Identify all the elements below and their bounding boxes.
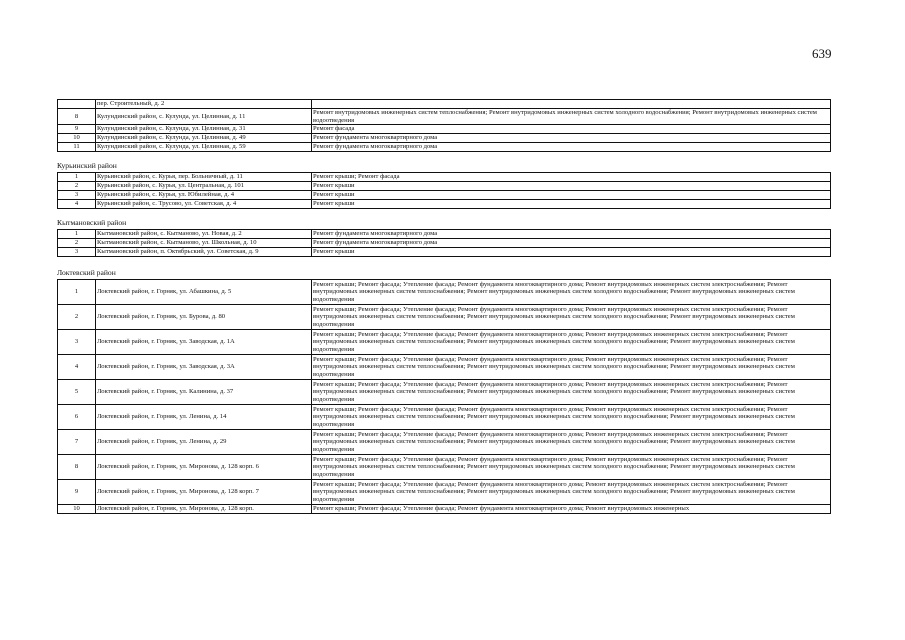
table-row — [58, 125, 831, 134]
table-row — [58, 505, 831, 514]
row-address: Кулундинский район, с. Кулунда, ул. Целинная, д. 59 — [96, 143, 312, 152]
table-row — [58, 182, 831, 191]
row-address: Кытмановский район, с. Кытманово, ул. Школьная, д. 10 — [96, 239, 312, 248]
row-number: 2 — [58, 239, 96, 248]
table-row — [58, 109, 831, 125]
row-works: Ремонт фундамента многоквартирного дома — [312, 143, 831, 152]
row-address: Локтевский район, г. Горняк, ул. Миронова, д. 128 корп. 6 — [96, 455, 312, 480]
row-address: Локтевский район, г. Горняк, ул. Миронова, д. 128 корп. — [96, 505, 312, 514]
table-row — [58, 330, 831, 355]
page-number: 639 — [812, 46, 832, 61]
row-address: Локтевский район, г. Горняк, ул. Заводская, д. 3А — [96, 355, 312, 380]
table-row — [58, 239, 831, 248]
row-address: пер. Строительный, д. 2 — [96, 100, 312, 109]
table-row — [58, 405, 831, 430]
row-number — [58, 100, 96, 109]
row-address: Локтевский район, г. Горняк, ул. Ленина, д. 14 — [96, 405, 312, 430]
district-heading-kytmanovo: Кытмановский район — [57, 218, 127, 227]
row-works: Ремонт крыши; Ремонт фасада; Утепление фасада; Ремонт фундамента многоквартирного дома; Ремонт внутридомовых инженерных систем электроснабжения; Ремонт внутридомовых инженерных систем теплоснабжения; Ремонт внутридомовых инженерных систем холодного водоснабжения; Ремонт внутридомовых инженерных систем водоотведения — [312, 355, 831, 380]
row-address: Курьинский район, с. Курья, пер. Больничный, д. 11 — [96, 173, 312, 182]
row-number: 6 — [58, 405, 96, 430]
row-works: Ремонт крыши — [312, 200, 831, 209]
row-address: Кулундинский район, с. Кулунда, ул. Целинная, д. 31 — [96, 125, 312, 134]
row-works: Ремонт фундамента многоквартирного дома — [312, 239, 831, 248]
table-row — [58, 100, 831, 109]
table-kurya — [57, 172, 831, 209]
row-address: Локтевский район, г. Горняк, ул. Миронова, д. 128 корп. 7 — [96, 480, 312, 505]
table-row — [58, 305, 831, 330]
district-heading-kurya: Курьинский район — [57, 161, 117, 170]
row-number: 7 — [58, 430, 96, 455]
table-row — [58, 380, 831, 405]
row-number: 11 — [58, 143, 96, 152]
row-address: Локтевский район, г. Горняк, ул. Бурова, д. 80 — [96, 305, 312, 330]
row-address: Локтевский район, г. Горняк, ул. Абашкина, д. 5 — [96, 280, 312, 305]
table-row — [58, 134, 831, 143]
table-row — [58, 430, 831, 455]
row-address: Кытмановский район, п. Октябрьский, ул. Советская, д. 9 — [96, 248, 312, 257]
row-works: Ремонт фундамента многоквартирного дома — [312, 230, 831, 239]
table-row — [58, 173, 831, 182]
row-number: 1 — [58, 230, 96, 239]
row-number: 4 — [58, 355, 96, 380]
row-number: 9 — [58, 125, 96, 134]
table-row — [58, 355, 831, 380]
table-row — [58, 143, 831, 152]
row-address: Курьинский район, с. Курья, ул. Юбилейная, д. 4 — [96, 191, 312, 200]
row-number: 10 — [58, 134, 96, 143]
row-works: Ремонт крыши — [312, 248, 831, 257]
row-works: Ремонт крыши; Ремонт фасада; Утепление фасада; Ремонт фундамента многоквартирного дома; Ремонт внутридомовых инженерных систем электроснабжения; Ремонт внутридомовых инженерных систем теплоснабжения; Ремонт внутридомовых инженерных систем холодного водоснабжения; Ремонт внутридомовых инженерных систем водоотведения — [312, 455, 831, 480]
row-works: Ремонт крыши; Ремонт фасада; Утепление фасада; Ремонт фундамента многоквартирного дома; Ремонт внутридомовых инженерных систем электроснабжения; Ремонт внутридомовых инженерных систем теплоснабжения; Ремонт внутридомовых инженерных систем холодного водоснабжения; Ремонт внутридомовых инженерных систем водоотведения — [312, 280, 831, 305]
table-loktevsky — [57, 279, 831, 514]
table-row — [58, 248, 831, 257]
table-kulunda — [57, 99, 831, 152]
row-number: 1 — [58, 173, 96, 182]
row-number: 4 — [58, 200, 96, 209]
row-address: Курьинский район, с. Трусово, ул. Советская, д. 4 — [96, 200, 312, 209]
row-works: Ремонт внутридомовых инженерных систем теплоснабжения; Ремонт внутридомовых инженерных систем холодного водоснабжения; Ремонт внутридомовых инженерных систем водоотведения — [312, 109, 831, 125]
row-works: Ремонт фундамента многоквартирного дома — [312, 134, 831, 143]
table-row — [58, 200, 831, 209]
row-works: Ремонт крыши — [312, 191, 831, 200]
row-works: Ремонт крыши; Ремонт фасада; Утепление фасада; Ремонт фундамента многоквартирного дома; Ремонт внутридомовых инженерных систем электроснабжения; Ремонт внутридомовых инженерных систем теплоснабжения; Ремонт внутридомовых инженерных систем холодного водоснабжения; Ремонт внутридомовых инженерных систем водоотведения — [312, 330, 831, 355]
row-number: 10 — [58, 505, 96, 514]
row-number: 9 — [58, 480, 96, 505]
row-works: Ремонт крыши; Ремонт фасада — [312, 173, 831, 182]
row-number: 3 — [58, 191, 96, 200]
row-number: 2 — [58, 305, 96, 330]
table-row — [58, 230, 831, 239]
row-number: 2 — [58, 182, 96, 191]
document-body — [57, 99, 827, 514]
table-row — [58, 455, 831, 480]
row-works: Ремонт крыши — [312, 182, 831, 191]
row-address: Кулундинский район, с. Кулунда, ул. Целинная, д. 49 — [96, 134, 312, 143]
table-row — [58, 191, 831, 200]
row-works: Ремонт крыши; Ремонт фасада; Утепление фасада; Ремонт фундамента многоквартирного дома; Ремонт внутридомовых инженерных систем электроснабжения; Ремонт внутридомовых инженерных систем теплоснабжения; Ремонт внутридомовых инженерных систем холодного водоснабжения; Ремонт внутридомовых инженерных систем водоотведения — [312, 480, 831, 505]
row-number: 1 — [58, 280, 96, 305]
row-number: 8 — [58, 455, 96, 480]
table-row — [58, 280, 831, 305]
row-number: 8 — [58, 109, 96, 125]
row-address: Курьинский район, с. Курья, ул. Центральная, д. 101 — [96, 182, 312, 191]
table-kytmanovo — [57, 229, 831, 257]
row-address: Кытмановский район, с. Кытманово, ул. Новая, д. 2 — [96, 230, 312, 239]
row-number: 3 — [58, 330, 96, 355]
row-works: Ремонт крыши; Ремонт фасада; Утепление фасада; Ремонт фундамента многоквартирного дома; Ремонт внутридомовых инженерных систем электроснабжения; Ремонт внутридомовых инженерных систем теплоснабжения; Ремонт внутридомовых инженерных систем холодного водоснабжения; Ремонт внутридомовых инженерных систем водоотведения — [312, 430, 831, 455]
row-address: Кулундинский район, с. Кулунда, ул. Целинная, д. 11 — [96, 109, 312, 125]
table-row — [58, 480, 831, 505]
row-works: Ремонт фасада — [312, 125, 831, 134]
district-heading-loktevsky: Локтевский район — [57, 268, 116, 277]
row-address: Локтевский район, г. Горняк, ул. Ленина, д. 29 — [96, 430, 312, 455]
row-number: 3 — [58, 248, 96, 257]
row-works: Ремонт крыши; Ремонт фасада; Утепление фасада; Ремонт фундамента многоквартирного дома; Ремонт внутридомовых инженерных систем электроснабжения; Ремонт внутридомовых инженерных систем теплоснабжения; Ремонт внутридомовых инженерных систем холодного водоснабжения; Ремонт внутридомовых инженерных систем водоотведения — [312, 305, 831, 330]
row-works — [312, 100, 831, 109]
row-works: Ремонт крыши; Ремонт фасада; Утепление фасада; Ремонт фундамента многоквартирного дома; Ремонт внутридомовых инженерных — [312, 505, 831, 514]
row-address: Локтевский район, г. Горняк, ул. Заводская, д. 1А — [96, 330, 312, 355]
row-address: Локтевский район, г. Горняк, ул. Калинина, д. 37 — [96, 380, 312, 405]
row-works: Ремонт крыши; Ремонт фасада; Утепление фасада; Ремонт фундамента многоквартирного дома; Ремонт внутридомовых инженерных систем электроснабжения; Ремонт внутридомовых инженерных систем теплоснабжения; Ремонт внутридомовых инженерных систем холодного водоснабжения; Ремонт внутридомовых инженерных систем водоотведения — [312, 405, 831, 430]
row-number: 5 — [58, 380, 96, 405]
row-works: Ремонт крыши; Ремонт фасада; Утепление фасада; Ремонт фундамента многоквартирного дома; Ремонт внутридомовых инженерных систем электроснабжения; Ремонт внутридомовых инженерных систем теплоснабжения; Ремонт внутридомовых инженерных систем холодного водоснабжения; Ремонт внутридомовых инженерных систем водоотведения — [312, 380, 831, 405]
